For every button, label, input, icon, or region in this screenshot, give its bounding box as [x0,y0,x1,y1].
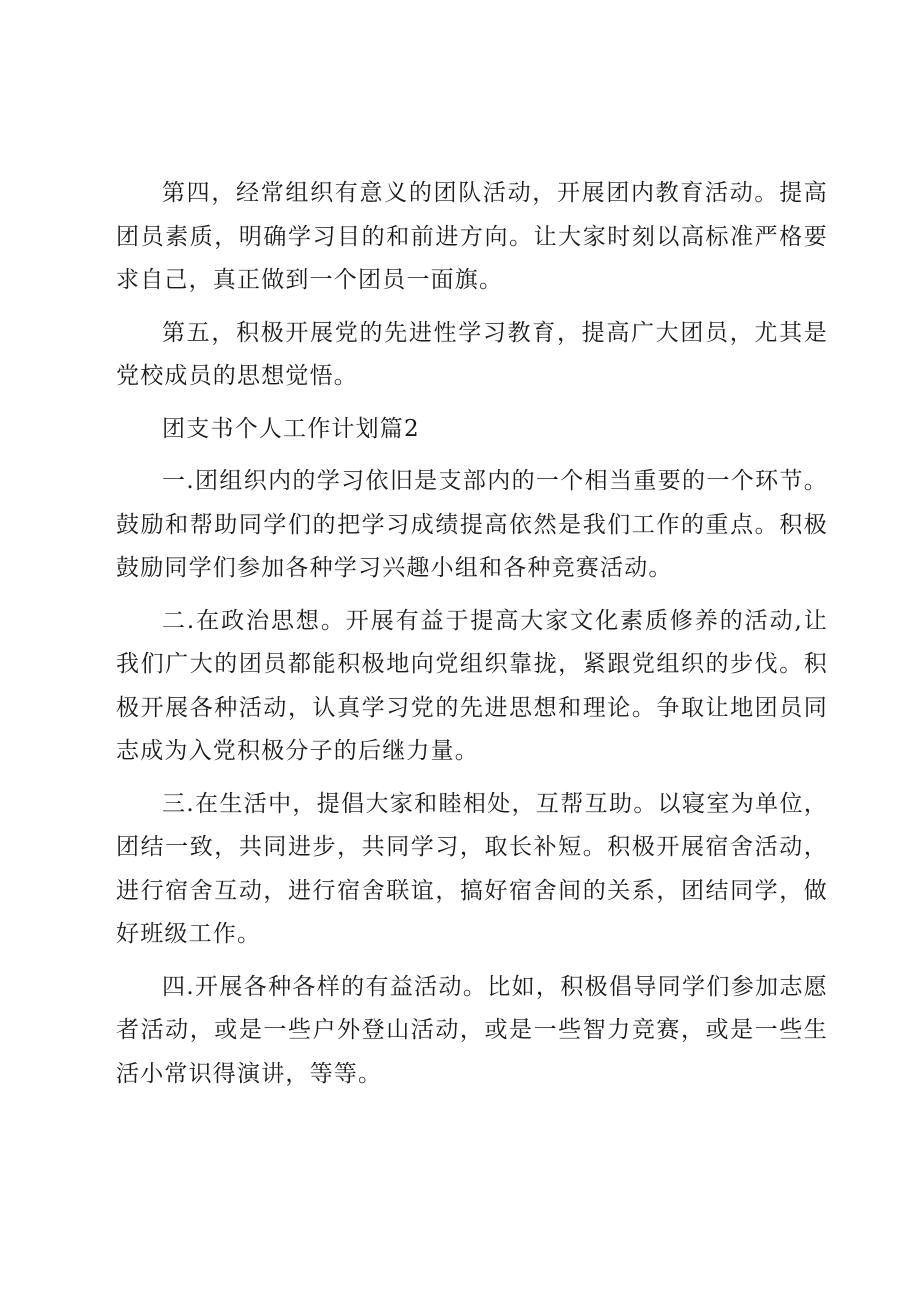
paragraph-fifth: 第五，积极开展党的先进性学习教育，提高广大团员，尤其是党校成员的思想觉悟。 [116,319,828,389]
list-item-two: 二.在政治思想。开展有益于提高大家文化素质修养的活动,让我们广大的团员都能积极地向党组织靠拢，紧跟党组织的步伐。积极开展各种活动，认真学习党的先进思想和理论。争取让地团员同志成为入党积极分子的后继力量。 [116,607,828,764]
paragraph-fourth: 第四，经常组织有意义的团队活动，开展团内教育活动。提高团员素质，明确学习目的和前进方向。让大家时刻以高标准严格要求自己，真正做到一个团员一面旗。 [116,180,828,293]
list-item-three: 三.在生活中，提倡大家和睦相处，互帮互助。以寝室为单位，团结一致，共同进步，共同学习，取长补短。积极开展宿舍活动，进行宿舍互动，进行宿舍联谊，搞好宿舍间的关系，团结同学，做好班级工作。 [116,790,828,947]
list-item-four: 四.开展各种各样的有益活动。比如，积极倡导同学们参加志愿者活动，或是一些户外登山活动，或是一些智力竞赛，或是一些生活小常识得演讲，等等。 [116,973,828,1087]
section-title: 团支书个人工作计划篇2 [162,415,420,442]
document-page [116,172,828,1105]
list-item-one: 一.团组织内的学习依旧是支部内的一个相当重要的一个环节。鼓励和帮助同学们的把学习成绩提高依然是我们工作的重点。积极鼓励同学们参加各种学习兴趣小组和各种竞赛活动。 [116,468,828,581]
